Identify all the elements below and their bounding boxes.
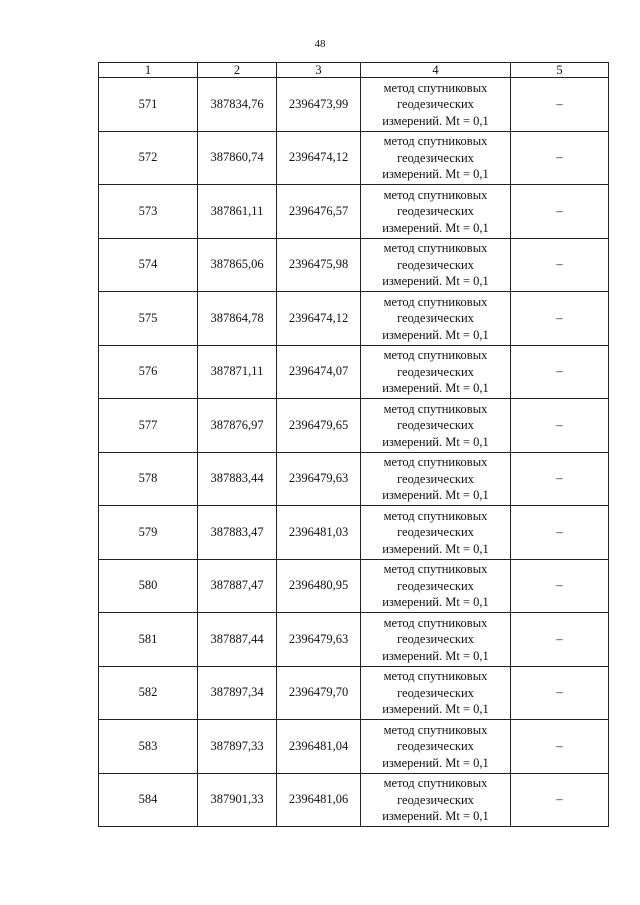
- method-line-2: геодезических: [397, 418, 474, 432]
- method-line-2: геодезических: [397, 525, 474, 539]
- point-number-cell: 581: [99, 613, 198, 667]
- column-5-cell: –: [511, 131, 609, 185]
- coordinate-y-cell: 2396479,63: [277, 613, 361, 667]
- method-line-1: метод спутниковых: [383, 776, 488, 790]
- table-row: [99, 131, 609, 185]
- method-line-1: метод спутниковых: [383, 455, 488, 469]
- method-line-3: измерений. Mt = 0,1: [382, 113, 489, 128]
- coordinate-x-cell: 387887,44: [198, 613, 277, 667]
- method-line-2: геодезических: [397, 578, 474, 593]
- method-line-2: геодезических: [397, 311, 474, 325]
- point-number-cell: 571: [99, 78, 198, 132]
- coordinate-y-cell: 2396481,06: [277, 773, 361, 827]
- method-line-1: метод спутниковых: [383, 294, 488, 309]
- coordinate-y-cell: 2396474,12: [277, 131, 361, 185]
- method-cell: [361, 613, 511, 667]
- coordinates-table: [98, 62, 609, 827]
- point-number-cell: 579: [99, 506, 198, 560]
- coordinate-y-cell: 2396476,57: [277, 185, 361, 239]
- table-row: [99, 238, 609, 292]
- column-5-cell: –: [511, 185, 609, 239]
- method-line-2: геодезических: [397, 97, 474, 111]
- coordinate-y-cell: 2396479,70: [277, 666, 361, 720]
- table-row: [99, 613, 609, 667]
- header-col-1: 1: [99, 63, 198, 78]
- table-body: [99, 78, 609, 827]
- method-line-2: геодезических: [397, 685, 474, 700]
- method-line-1: метод спутниковых: [383, 669, 488, 683]
- method-cell: [361, 506, 511, 560]
- point-number-cell: 582: [99, 666, 198, 720]
- coordinate-y-cell: 2396479,65: [277, 399, 361, 453]
- column-5-cell: –: [511, 773, 609, 827]
- method-cell: [361, 292, 511, 346]
- coordinate-y-cell: 2396481,03: [277, 506, 361, 560]
- table-row: [99, 185, 609, 239]
- method-cell: [361, 78, 511, 132]
- coordinate-y-cell: 2396479,63: [277, 452, 361, 506]
- method-line-3: измерений. Mt = 0,1: [382, 167, 489, 181]
- method-line-1: метод спутниковых: [383, 348, 488, 362]
- point-number-cell: 584: [99, 773, 198, 827]
- method-line-1: метод спутниковых: [383, 187, 488, 202]
- method-line-2: геодезических: [397, 632, 474, 646]
- table-row: [99, 345, 609, 399]
- coordinate-x-cell: 387871,11: [198, 345, 277, 399]
- method-cell: [361, 238, 511, 292]
- point-number-cell: 576: [99, 345, 198, 399]
- point-number-cell: 573: [99, 185, 198, 239]
- coordinate-x-cell: 387883,44: [198, 452, 277, 506]
- method-cell: [361, 666, 511, 720]
- column-5-cell: –: [511, 452, 609, 506]
- method-line-3: измерений. Mt = 0,1: [382, 220, 489, 235]
- header-row: [99, 63, 609, 78]
- method-line-3: измерений. Mt = 0,1: [382, 327, 489, 342]
- method-line-3: измерений. Mt = 0,1: [382, 755, 489, 770]
- point-number-cell: 578: [99, 452, 198, 506]
- point-number-cell: 575: [99, 292, 198, 346]
- method-line-2: геодезических: [397, 792, 474, 807]
- point-number-cell: 572: [99, 131, 198, 185]
- coordinate-y-cell: 2396481,04: [277, 720, 361, 774]
- coordinate-x-cell: 387860,74: [198, 131, 277, 185]
- method-line-1: метод спутниковых: [383, 401, 488, 416]
- coordinate-y-cell: 2396473,99: [277, 78, 361, 132]
- table-row: [99, 773, 609, 827]
- method-cell: [361, 720, 511, 774]
- method-line-2: геодезических: [397, 150, 474, 165]
- method-line-3: измерений. Mt = 0,1: [382, 434, 489, 449]
- coordinate-x-cell: 387897,34: [198, 666, 277, 720]
- method-line-1: метод спутниковых: [383, 241, 488, 255]
- table-row: [99, 399, 609, 453]
- column-5-cell: –: [511, 238, 609, 292]
- method-line-3: измерений. Mt = 0,1: [382, 648, 489, 663]
- point-number-cell: 583: [99, 720, 198, 774]
- method-cell: [361, 345, 511, 399]
- method-line-3: измерений. Mt = 0,1: [382, 702, 489, 716]
- method-cell: [361, 131, 511, 185]
- coordinate-x-cell: 387865,06: [198, 238, 277, 292]
- method-line-2: геодезических: [397, 257, 474, 272]
- table-row: [99, 506, 609, 560]
- method-line-3: измерений. Mt = 0,1: [382, 809, 489, 823]
- header-col-5: 5: [511, 63, 609, 78]
- point-number-cell: 577: [99, 399, 198, 453]
- method-cell: [361, 452, 511, 506]
- table-row: [99, 666, 609, 720]
- method-line-3: измерений. Mt = 0,1: [382, 274, 489, 288]
- coordinate-x-cell: 387887,47: [198, 559, 277, 613]
- method-line-1: метод спутниковых: [383, 134, 488, 148]
- table-row: [99, 720, 609, 774]
- coordinate-y-cell: 2396474,07: [277, 345, 361, 399]
- method-cell: [361, 399, 511, 453]
- table-row: [99, 292, 609, 346]
- method-line-1: метод спутниковых: [383, 508, 488, 523]
- method-line-1: метод спутниковых: [383, 722, 488, 737]
- column-5-cell: –: [511, 399, 609, 453]
- coordinate-x-cell: 387864,78: [198, 292, 277, 346]
- method-line-3: измерений. Mt = 0,1: [382, 381, 489, 395]
- method-cell: [361, 559, 511, 613]
- coordinate-x-cell: 387883,47: [198, 506, 277, 560]
- coordinate-x-cell: 387897,33: [198, 720, 277, 774]
- column-5-cell: –: [511, 345, 609, 399]
- table-row: [99, 78, 609, 132]
- method-line-2: геодезических: [397, 204, 474, 218]
- method-line-2: геодезических: [397, 739, 474, 753]
- column-5-cell: –: [511, 720, 609, 774]
- method-line-1: метод спутниковых: [383, 615, 488, 630]
- point-number-cell: 574: [99, 238, 198, 292]
- method-line-2: геодезических: [397, 364, 474, 379]
- method-line-1: метод спутниковых: [383, 80, 488, 95]
- column-5-cell: –: [511, 613, 609, 667]
- coordinate-y-cell: 2396474,12: [277, 292, 361, 346]
- column-5-cell: –: [511, 559, 609, 613]
- header-col-4: 4: [361, 63, 511, 78]
- header-col-2: 2: [198, 63, 277, 78]
- method-line-1: метод спутниковых: [383, 562, 488, 576]
- method-cell: [361, 773, 511, 827]
- method-line-3: измерений. Mt = 0,1: [382, 488, 489, 502]
- column-5-cell: –: [511, 666, 609, 720]
- coordinate-y-cell: 2396480,95: [277, 559, 361, 613]
- page-number: 48: [314, 38, 326, 50]
- point-number-cell: 580: [99, 559, 198, 613]
- coordinate-x-cell: 387876,97: [198, 399, 277, 453]
- table-row: [99, 559, 609, 613]
- header-col-3: 3: [277, 63, 361, 78]
- coordinate-x-cell: 387861,11: [198, 185, 277, 239]
- column-5-cell: –: [511, 506, 609, 560]
- coordinate-y-cell: 2396475,98: [277, 238, 361, 292]
- method-cell: [361, 185, 511, 239]
- table-row: [99, 452, 609, 506]
- method-line-3: измерений. Mt = 0,1: [382, 541, 489, 556]
- method-line-3: измерений. Mt = 0,1: [382, 595, 489, 609]
- column-5-cell: –: [511, 78, 609, 132]
- method-line-2: геодезических: [397, 471, 474, 486]
- column-5-cell: –: [511, 292, 609, 346]
- coordinate-x-cell: 387901,33: [198, 773, 277, 827]
- coordinate-x-cell: 387834,76: [198, 78, 277, 132]
